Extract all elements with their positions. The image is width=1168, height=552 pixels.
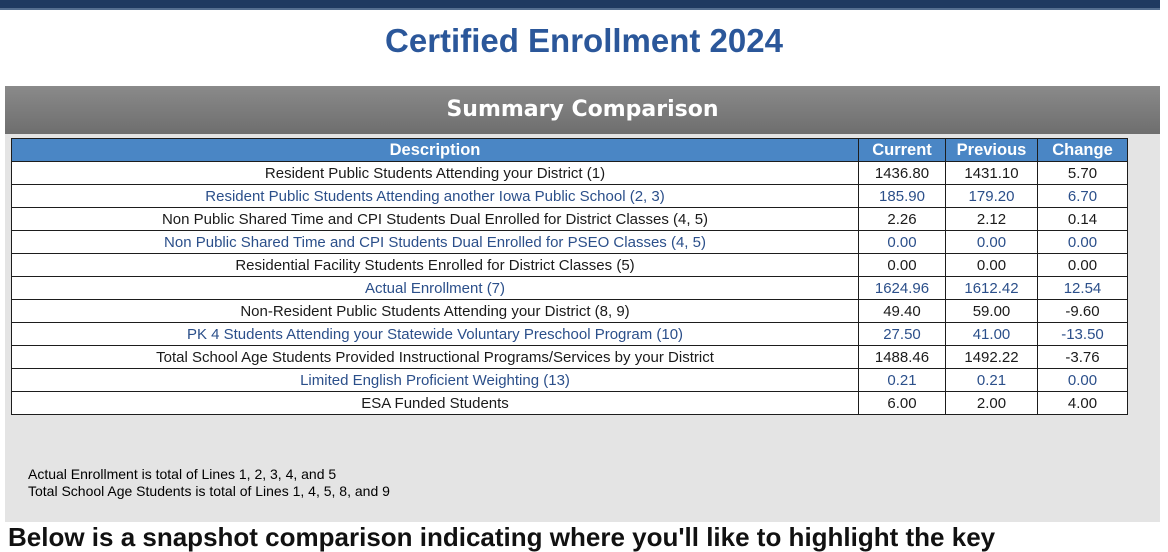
top-border-bar	[0, 0, 1160, 10]
panel-heading: Summary Comparison	[5, 86, 1160, 134]
table-row	[12, 346, 1128, 369]
row-change: 6.70	[1038, 185, 1128, 208]
row-current: 1624.96	[859, 277, 946, 300]
column-header-current: Current	[859, 139, 946, 162]
row-description: ESA Funded Students	[12, 392, 859, 415]
row-previous: 2.00	[946, 392, 1038, 415]
row-current: 0.21	[859, 369, 946, 392]
row-current: 1436.80	[859, 162, 946, 185]
row-change: 0.00	[1038, 254, 1128, 277]
summary-table	[11, 138, 1128, 415]
row-description: Limited English Proficient Weighting (13)	[12, 369, 859, 392]
row-change: 0.14	[1038, 208, 1128, 231]
row-previous: 0.00	[946, 231, 1038, 254]
table-row	[12, 392, 1128, 415]
row-description: Resident Public Students Attending your District (1)	[12, 162, 859, 185]
table-header-row	[12, 139, 1128, 162]
row-description: Residential Facility Students Enrolled for District Classes (5)	[12, 254, 859, 277]
row-change: -3.76	[1038, 346, 1128, 369]
row-current: 1488.46	[859, 346, 946, 369]
table-row	[12, 300, 1128, 323]
table-row	[12, 208, 1128, 231]
row-description: Non Public Shared Time and CPI Students Dual Enrolled for PSEO Classes (4, 5)	[12, 231, 859, 254]
column-header-previous: Previous	[946, 139, 1038, 162]
row-previous: 1492.22	[946, 346, 1038, 369]
row-current: 185.90	[859, 185, 946, 208]
row-current: 6.00	[859, 392, 946, 415]
page-title: Certified Enrollment 2024	[385, 22, 783, 59]
row-previous: 0.00	[946, 254, 1038, 277]
row-previous: 0.21	[946, 369, 1038, 392]
note-actual-enrollment: Actual Enrollment is total of Lines 1, 2, 3, 4, and 5	[28, 466, 337, 482]
row-current: 49.40	[859, 300, 946, 323]
table-row	[12, 369, 1128, 392]
table-row	[12, 162, 1128, 185]
row-change: 0.00	[1038, 369, 1128, 392]
column-header-change: Change	[1038, 139, 1128, 162]
row-previous: 1612.42	[946, 277, 1038, 300]
row-previous: 2.12	[946, 208, 1038, 231]
table-row	[12, 323, 1128, 346]
row-current: 2.26	[859, 208, 946, 231]
column-header-description: Description	[12, 139, 859, 162]
row-change: 12.54	[1038, 277, 1128, 300]
partial-body-text: Below is a snapshot comparison indicating where you'll like to highlight the key	[8, 522, 996, 552]
row-previous: 41.00	[946, 323, 1038, 346]
row-description: Non Public Shared Time and CPI Students Dual Enrolled for District Classes (4, 5)	[12, 208, 859, 231]
row-description: Resident Public Students Attending another Iowa Public School (2, 3)	[12, 185, 859, 208]
row-description: Non-Resident Public Students Attending your District (8, 9)	[12, 300, 859, 323]
row-change: -13.50	[1038, 323, 1128, 346]
row-previous: 59.00	[946, 300, 1038, 323]
row-description: PK 4 Students Attending your Statewide Voluntary Preschool Program (10)	[12, 323, 859, 346]
row-previous: 1431.10	[946, 162, 1038, 185]
table-row	[12, 231, 1128, 254]
note-total-school-age: Total School Age Students is total of Lines 1, 4, 5, 8, and 9	[28, 483, 390, 499]
row-previous: 179.20	[946, 185, 1038, 208]
row-current: 27.50	[859, 323, 946, 346]
summary-panel	[5, 86, 1160, 522]
row-change: 0.00	[1038, 231, 1128, 254]
row-description: Total School Age Students Provided Instructional Programs/Services by your District	[12, 346, 859, 369]
row-current: 0.00	[859, 231, 946, 254]
row-description: Actual Enrollment (7)	[12, 277, 859, 300]
table-notes	[28, 466, 390, 500]
row-change: 5.70	[1038, 162, 1128, 185]
row-change: -9.60	[1038, 300, 1128, 323]
table-row	[12, 254, 1128, 277]
row-change: 4.00	[1038, 392, 1128, 415]
table-row	[12, 185, 1128, 208]
table-row	[12, 277, 1128, 300]
row-current: 0.00	[859, 254, 946, 277]
